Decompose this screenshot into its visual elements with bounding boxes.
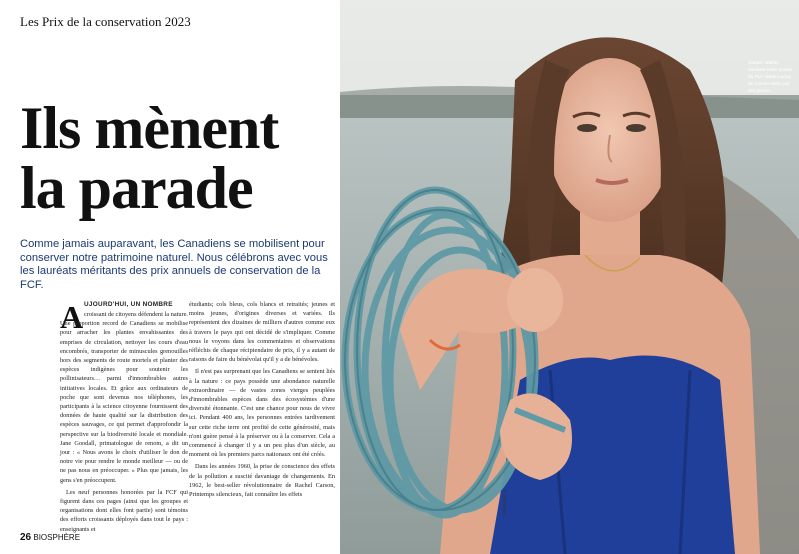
body-paragraph: Il n'est pas surprenant que les Canadiens se sentent liés à la nature : ce pays possède une abondance naturelle extraordinaire — de vastes zones vierges peuplées d'innombrables espèces dans des écosystèmes d'une diversité étonnante. C'est une chance pour nous de vivre ici. Pendant 400 ans, les personnes entrées tardivement sur cette riche terre ont profité de cette générosité, mais n'ont guère pensé à la préserver ou à la conserver. Cela a commencé à changer il y a un peu plus d'un siècle, au moment où les premiers parcs nationaux ont été créés. <box>189 368 335 459</box>
photo-illustration <box>340 0 799 554</box>
magazine-name: BIOSPHÈRE <box>33 533 81 542</box>
body-column-1-text <box>60 310 188 537</box>
body-paragraph <box>84 300 188 309</box>
body-column-2 <box>189 300 335 502</box>
headline-line-2: la parade <box>20 155 253 221</box>
page-title <box>20 95 340 221</box>
headline-line-1: Ils mènent <box>20 95 279 161</box>
body-paragraph: étudiants; cols bleus, cols blancs et retraités; jeunes et moins jeunes, d'origines diverses et variées. Ils représentent des dizaines de milliers d'autres comme eux à travers le pays qui ont décidé de s'impliquer. Comme nous le voyons dans les commentaires et observations réfléchis de chaque récipiendaire de prix, il y a autant de raisons de faire du bénévolat qu'il y a de bénévoles. <box>189 301 335 364</box>
page-folio <box>20 532 80 543</box>
photo-caption: Natalie Walsh, lauréate cette année du Prix Wade Lacey de conservation par des jeunes <box>748 61 792 94</box>
drop-cap: A <box>60 299 84 335</box>
body-paragraph: Les neuf personnes honorées par la FCF qui figurent dans ces pages (ainsi que les groupes et organisations dont elles font partie) sont témoins des efforts croissants déployés dans tout le pays : enseignants et <box>60 488 188 533</box>
lead-in: UJOURD'HUI, UN NOMBRE <box>84 301 173 308</box>
page-number: 26 <box>20 532 32 543</box>
body-paragraph: Dans les années 1960, la prise de conscience des effets de la pollution a suscité davantage de changements. En 1962, le best-seller révolutionnaire de Rachel Carson, Printemps silencieux, fait connaître les effets <box>189 463 335 499</box>
standfirst: Comme jamais auparavant, les Canadiens se mobilisent pour conserver notre patrimoine naturel. Nous célébrons avec vous les lauréats méritants des prix annuels de conservation de la FCF. <box>20 238 328 291</box>
photo-credit: BRANDOCK <box>502 489 507 515</box>
section-kicker: Les Prix de la conservation 2023 <box>20 14 191 29</box>
body-paragraph: croissant de citoyens défendent la nature. Une proportion record de Canadiens se mobilise pour arracher les plantes envahissantes des emprises de circulation, nettoyer les cours d'eau encombrés, transporter de minuscules grenouilles hors des segments de route mortels et planter des espèces indigènes pour soutenir les pollinisateurs… parmi d'innombrables autres initiatives locales. Et grâce aux ordinateurs de poche que sont devenus nos téléphones, les participants à la science citoyenne fournissent des données de haute qualité sur la distribution des espèces sauvages, ce qui permet d'approfondir la perspective sur la biodiversité locale et mondiale. Jane Goodall, primatologue de renom, a dit un jour : « Nous avons le choix d'utiliser le don de notre vie pour rendre le monde meilleur — ou de ne pas nous en préoccuper. » Plus que jamais, les gens s'en préoccupent. <box>60 311 188 484</box>
article-left-page <box>0 0 340 554</box>
portrait-photo <box>340 0 799 554</box>
